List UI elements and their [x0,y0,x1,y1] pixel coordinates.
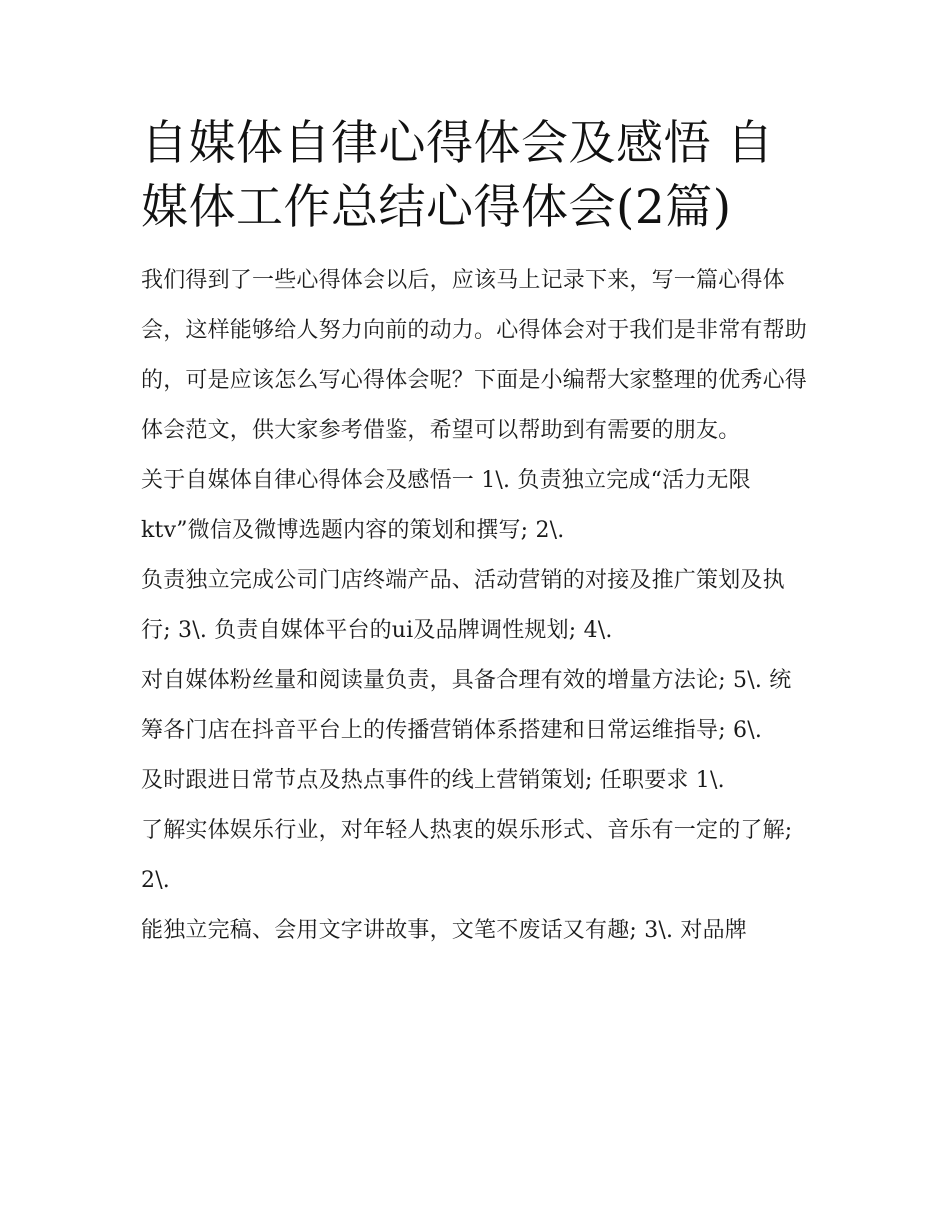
document-body [141,256,813,956]
paragraph-requirement-1: 了解实体娱乐行业，对年轻人热衷的娱乐形式、音乐有一定的了解; 2\. [141,818,793,893]
paragraph-duty-1: 关于自媒体自律心得体会及感悟一 1\. 负责独立完成“活力无限ktv”微信及微博选题内容的策划和撰写; 2\. [141,468,751,543]
paragraph-duty-2: 负责独立完成公司门店终端产品、活动营销的对接及推广策划及执行; 3\. 负责自媒体平台的ui及品牌调性规划; 4\. [141,568,785,643]
paragraph-duty-4: 及时跟进日常节点及热点事件的线上营销策划; 任职要求 1\. [141,768,725,793]
paragraph-duty-3: 对自媒体粉丝量和阅读量负责，具备合理有效的增量方法论; 5\. 统筹各门店在抖音平台上的传播营销体系搭建和日常运维指导; 6\. [141,668,792,743]
paragraph-intro: 我们得到了一些心得体会以后，应该马上记录下来，写一篇心得体会，这样能够给人努力向前的动力。心得体会对于我们是非常有帮助的，可是应该怎么写心得体会呢？下面是小编帮大家整理的优秀心得体会范文，供大家参考借鉴，希望可以帮助到有需要的朋友。 [141,268,808,443]
document-title: 自媒体自律心得体会及感悟 自媒体工作总结心得体会(2篇) [141,116,774,235]
paragraph-requirement-2: 能独立完稿、会用文字讲故事，文笔不废话又有趣; 3\. 对品牌 [141,918,748,943]
document-page [141,112,813,956]
